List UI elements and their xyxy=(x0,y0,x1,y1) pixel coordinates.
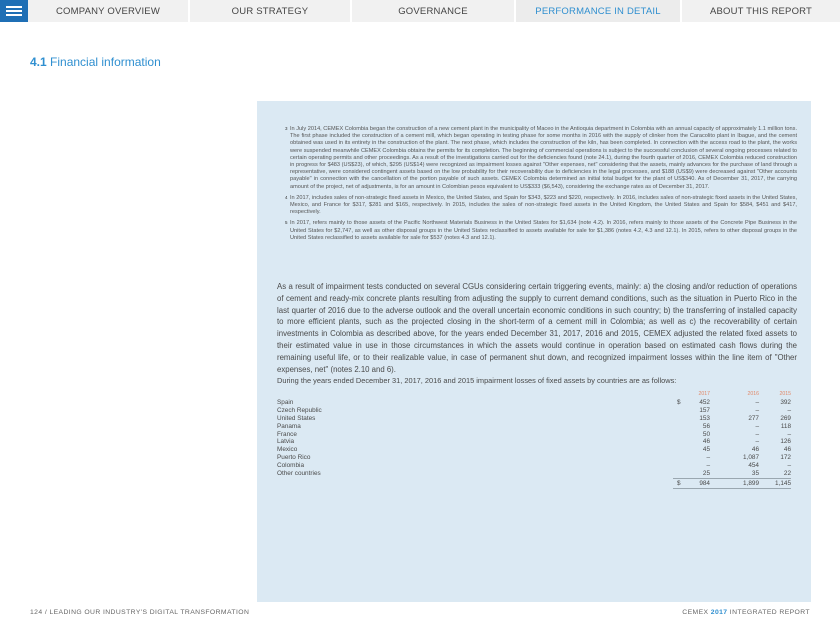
country-label: Czech Republic xyxy=(277,406,322,414)
value-2017: 153 xyxy=(699,414,710,422)
table-row xyxy=(277,399,791,407)
table-row xyxy=(277,470,791,479)
footer-separator: / xyxy=(44,609,48,616)
value-2016: 1,087 xyxy=(743,454,759,462)
table-row xyxy=(277,431,791,439)
value-2015: – xyxy=(787,462,791,470)
company-name: CEMEX xyxy=(682,609,709,616)
country-label: Mexico xyxy=(277,446,298,454)
content-panel xyxy=(257,101,811,602)
currency-symbol: $ xyxy=(677,399,681,406)
footnote-text: In 2017, refers mainly to those assets of the Pacific Northwest Materials Business in the United States for $1,634 (note 4.2). In 2016, refers mainly to those assets of the Concrete Pipe Business in the United States for $2,747, as well as other disposal groups in the United States reclassified to assets available for sale for $1,386 (notes 4.2, 4.3 and 12.1). In 2015, refers to other disposal groups in the United States reclassified to assets available for sale for $537 (notes 4.3 and 12.1). xyxy=(290,220,797,241)
table-lead-text: During the years ended December 31, 2017, 2016 and 2015 impairment losses of fixed assets by countries are as follows: xyxy=(277,376,677,385)
value-2016: – xyxy=(755,422,759,430)
value-2016: – xyxy=(755,406,759,414)
hamburger-menu-icon[interactable] xyxy=(0,0,28,22)
value-2016: 35 xyxy=(751,470,759,478)
value-2017: 45 xyxy=(702,446,710,454)
total-2017: 984 xyxy=(699,479,710,487)
table-row xyxy=(277,454,791,462)
country-label: Latvia xyxy=(277,438,295,446)
value-2017: 50 xyxy=(702,430,710,438)
table-row xyxy=(277,415,791,423)
year-header-2017: 2017 xyxy=(698,391,710,397)
chapter-title: LEADING OUR INDUSTRY'S DIGITAL TRANSFORMATION xyxy=(49,609,250,616)
report-year: 2017 xyxy=(710,609,728,616)
table-row xyxy=(277,446,791,454)
year-header-2016: 2016 xyxy=(747,391,759,397)
value-2017: 56 xyxy=(702,422,710,430)
value-2017: 25 xyxy=(702,470,710,478)
table-row xyxy=(277,423,791,431)
footer-left xyxy=(30,609,249,616)
value-2016: 454 xyxy=(748,462,759,470)
footnote-mark: 3 xyxy=(285,126,288,131)
value-2015: 392 xyxy=(780,399,791,406)
footnote-mark: 5 xyxy=(285,220,288,226)
value-2016: – xyxy=(755,438,759,446)
currency-symbol: $ xyxy=(677,479,681,487)
value-2017: – xyxy=(706,454,710,462)
impairment-paragraph: As a result of impairment tests conducted on several CGUs considering certain triggering events, mainly: a) the closing and/or reduction of operations of cement and ready-mix concrete plants resulting from adjusting the supply to current demand conditions, such as the situation in Puerto Rico in the last quarter of 2016 due to the adverse outlook and the overall uncertain economic conditions in such country; b) the transferring of installed capacity to more efficient plants, such as the projected closing in the short-term of a cement mill in Colombia; as well as c) the recoverability of certain investments in Colombia as described above, for the years ended December 31, 2017, 2016 and 2015, CEMEX adjusted the related fixed assets to their estimated value in use in those circumstances in which the assets would continue in operation based on estimated cash flows during the remaining useful life, or to their realizable value, in case of permanent shut down, and recognized impairment losses within the line item of "Other expenses, net" (notes 2.10 and 6). xyxy=(277,282,797,374)
tab-company-overview[interactable]: COMPANY OVERVIEW xyxy=(28,0,190,22)
table-row xyxy=(277,407,791,415)
footnote xyxy=(285,195,797,217)
country-label: Puerto Rico xyxy=(277,454,311,462)
tab-performance-in-detail[interactable]: PERFORMANCE IN DETAIL xyxy=(516,0,682,22)
tab-about-this-report[interactable]: ABOUT THIS REPORT xyxy=(682,0,840,22)
footnote-text: In 2017, includes sales of non-strategic fixed assets in Mexico, the United States, and Spain for $343, $223 and $220, respectively. In 2016, includes sales of non-strategic fixed assets in the United States, Mexico, and France for $317, $281 and $165, respectively. In 2015, includes the sales of non-strategic fixed assets in the United Kingdom, the United States and Spain for $584, $451 and $417, respectively. xyxy=(290,194,797,216)
value-2016: 46 xyxy=(751,446,759,454)
country-label: Other countries xyxy=(277,470,321,478)
value-2015: 22 xyxy=(783,470,791,478)
page-number: 124 xyxy=(30,609,43,616)
value-2015: 46 xyxy=(783,446,791,454)
table-total-row xyxy=(277,479,791,488)
country-label: Colombia xyxy=(277,462,304,470)
value-2015: – xyxy=(787,430,791,438)
footnote-text: In July 2014, CEMEX Colombia began the construction of a new cement plant in the municipality of Maceo in the Antioquia department in Colombia with an annual capacity of approximately 1.1 million tons. The first phase included the construction of a cement mill, which began operating in testing phase for some months in 2016 with the supply of clinker from the Caracolito plant in Ibague, and the cement obtained was used in its entirety in the construction of the plant. The next phase, which includes the construction of the kiln, has been completed. In connection with the access road to the plant, the works were suspended meanwhile CEMEX Colombia obtains the permits for its completion. The beginning of commercial operations is subject to the successful conclusion of several ongoing processes related to certain operating permits and other proceedings. As a result of the investigations carried out for the deficiencies found (note 24.1), during the fourth quarter of 2016, CEMEX Colombia reduced construction in progress for $483 (US$23), of which, $295 (US$14) were recognized as impairment losses against "Other expenses, net" considering that the assets, mainly advances for the purchase of land through a representative, were considered contingent assets based on the low probability for their recoverability due to deficiencies in the legal processes, and $188 (US$9) were decreased against "Other accounts payable" in connection with the cancellation of the portion payable of such assets. CEMEX Colombia determined an initial total budget for the plant of US$340. As of December 31, 2017, the carrying amount of the project, net of adjustments, is for an amount in Colombian pesos equivalent to US$333 ($6,543), considering the exchange rates as of December 31, 2017. xyxy=(290,126,797,190)
section-title xyxy=(30,55,161,69)
value-2015: 126 xyxy=(780,438,791,446)
tab-governance[interactable]: GOVERNANCE xyxy=(352,0,516,22)
country-label: Panama xyxy=(277,422,301,430)
value-2017: 46 xyxy=(702,438,710,446)
total-2016: 1,899 xyxy=(743,479,759,487)
value-2017: – xyxy=(706,462,710,470)
table-header xyxy=(277,390,791,399)
country-label: Spain xyxy=(277,399,294,406)
impairment-table xyxy=(277,390,791,488)
value-2016: – xyxy=(755,430,759,438)
footnote xyxy=(285,126,797,191)
table-row xyxy=(277,462,791,470)
section-heading: Financial information xyxy=(50,55,161,69)
value-2016: – xyxy=(755,399,759,406)
year-header-2015: 2015 xyxy=(779,391,791,397)
value-2015: 172 xyxy=(780,454,791,462)
value-2017: 452 xyxy=(699,399,710,406)
report-name: INTEGRATED REPORT xyxy=(729,609,810,616)
section-number: 4.1 xyxy=(30,55,47,69)
top-navigation xyxy=(0,0,840,22)
country-label: France xyxy=(277,430,297,438)
value-2016: 277 xyxy=(748,414,759,422)
table-row xyxy=(277,438,791,446)
footer-right xyxy=(682,609,810,616)
footnote xyxy=(285,220,797,242)
footnote-mark: 4 xyxy=(285,194,288,200)
value-2017: 157 xyxy=(699,406,710,414)
total-rule xyxy=(673,488,791,489)
tab-our-strategy[interactable]: OUR STRATEGY xyxy=(190,0,352,22)
total-2015: 1,145 xyxy=(775,479,791,487)
value-2015: 118 xyxy=(780,422,791,430)
country-label: United States xyxy=(277,414,316,422)
footnotes xyxy=(285,126,797,246)
value-2015: 269 xyxy=(780,414,791,422)
value-2015: – xyxy=(787,406,791,414)
